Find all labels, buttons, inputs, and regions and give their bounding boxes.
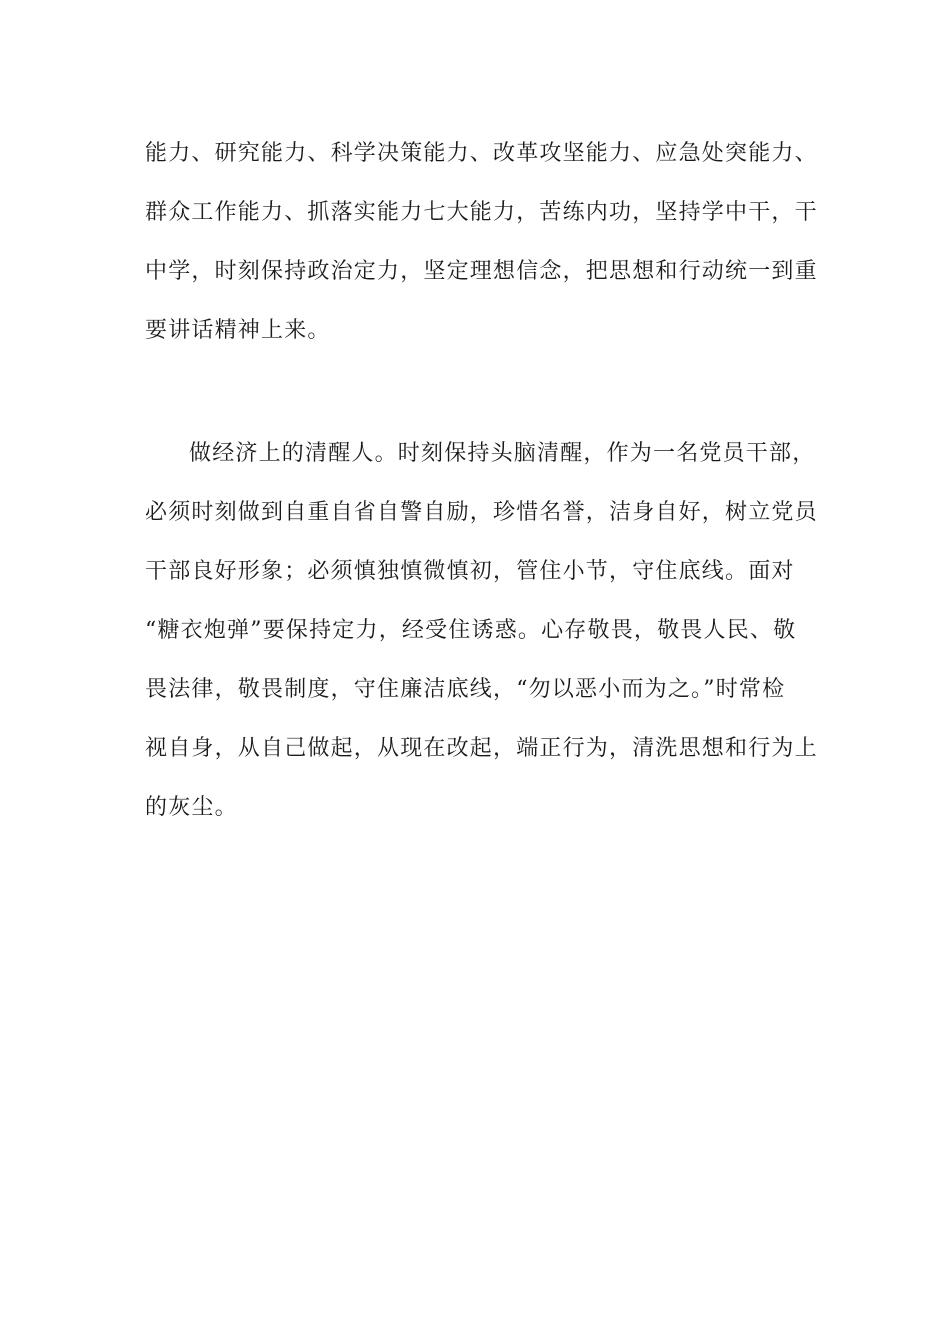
paragraph-line: 畏法律，敬畏制度，守住廉洁底线，“勿以恶小而为之。”时常检 [145, 677, 786, 702]
paragraph-line: 的灰尘。 [145, 795, 238, 820]
paragraph-spacer [145, 360, 797, 424]
paragraph-line: 要讲话精神上来。 [145, 318, 331, 343]
paragraph-1 [145, 124, 818, 360]
paragraph-line: 视自身，从自己做起，从现在改起，端正行为，清洗思想和行为上 [145, 736, 818, 761]
paragraph-line: 做经济上的清醒人。时刻保持头脑清醒，作为一名党员干部， [189, 441, 816, 466]
paragraph-line: 能力、研究能力、科学决策能力、改革攻坚能力、应急处突能力、 [145, 141, 818, 166]
paragraph-line: “糖衣炮弹”要保持定力，经受住诱惑。心存敬畏，敬畏人民、敬 [145, 618, 797, 643]
paragraph-line: 中学，时刻保持政治定力，坚定理想信念，把思想和行动统一到重 [145, 259, 818, 284]
paragraph-line: 干部良好形象；必须慎独慎微慎初，管住小节，守住底线。面对 [145, 559, 795, 584]
paragraph-line: 群众工作能力、抓落实能力七大能力，苦练内功，坚持学中干，干 [145, 200, 818, 225]
paragraph-2 [145, 424, 818, 837]
document-body [145, 124, 818, 837]
paragraph-line: 必须时刻做到自重自省自警自励，珍惜名誉，洁身自好，树立党员 [145, 500, 818, 525]
